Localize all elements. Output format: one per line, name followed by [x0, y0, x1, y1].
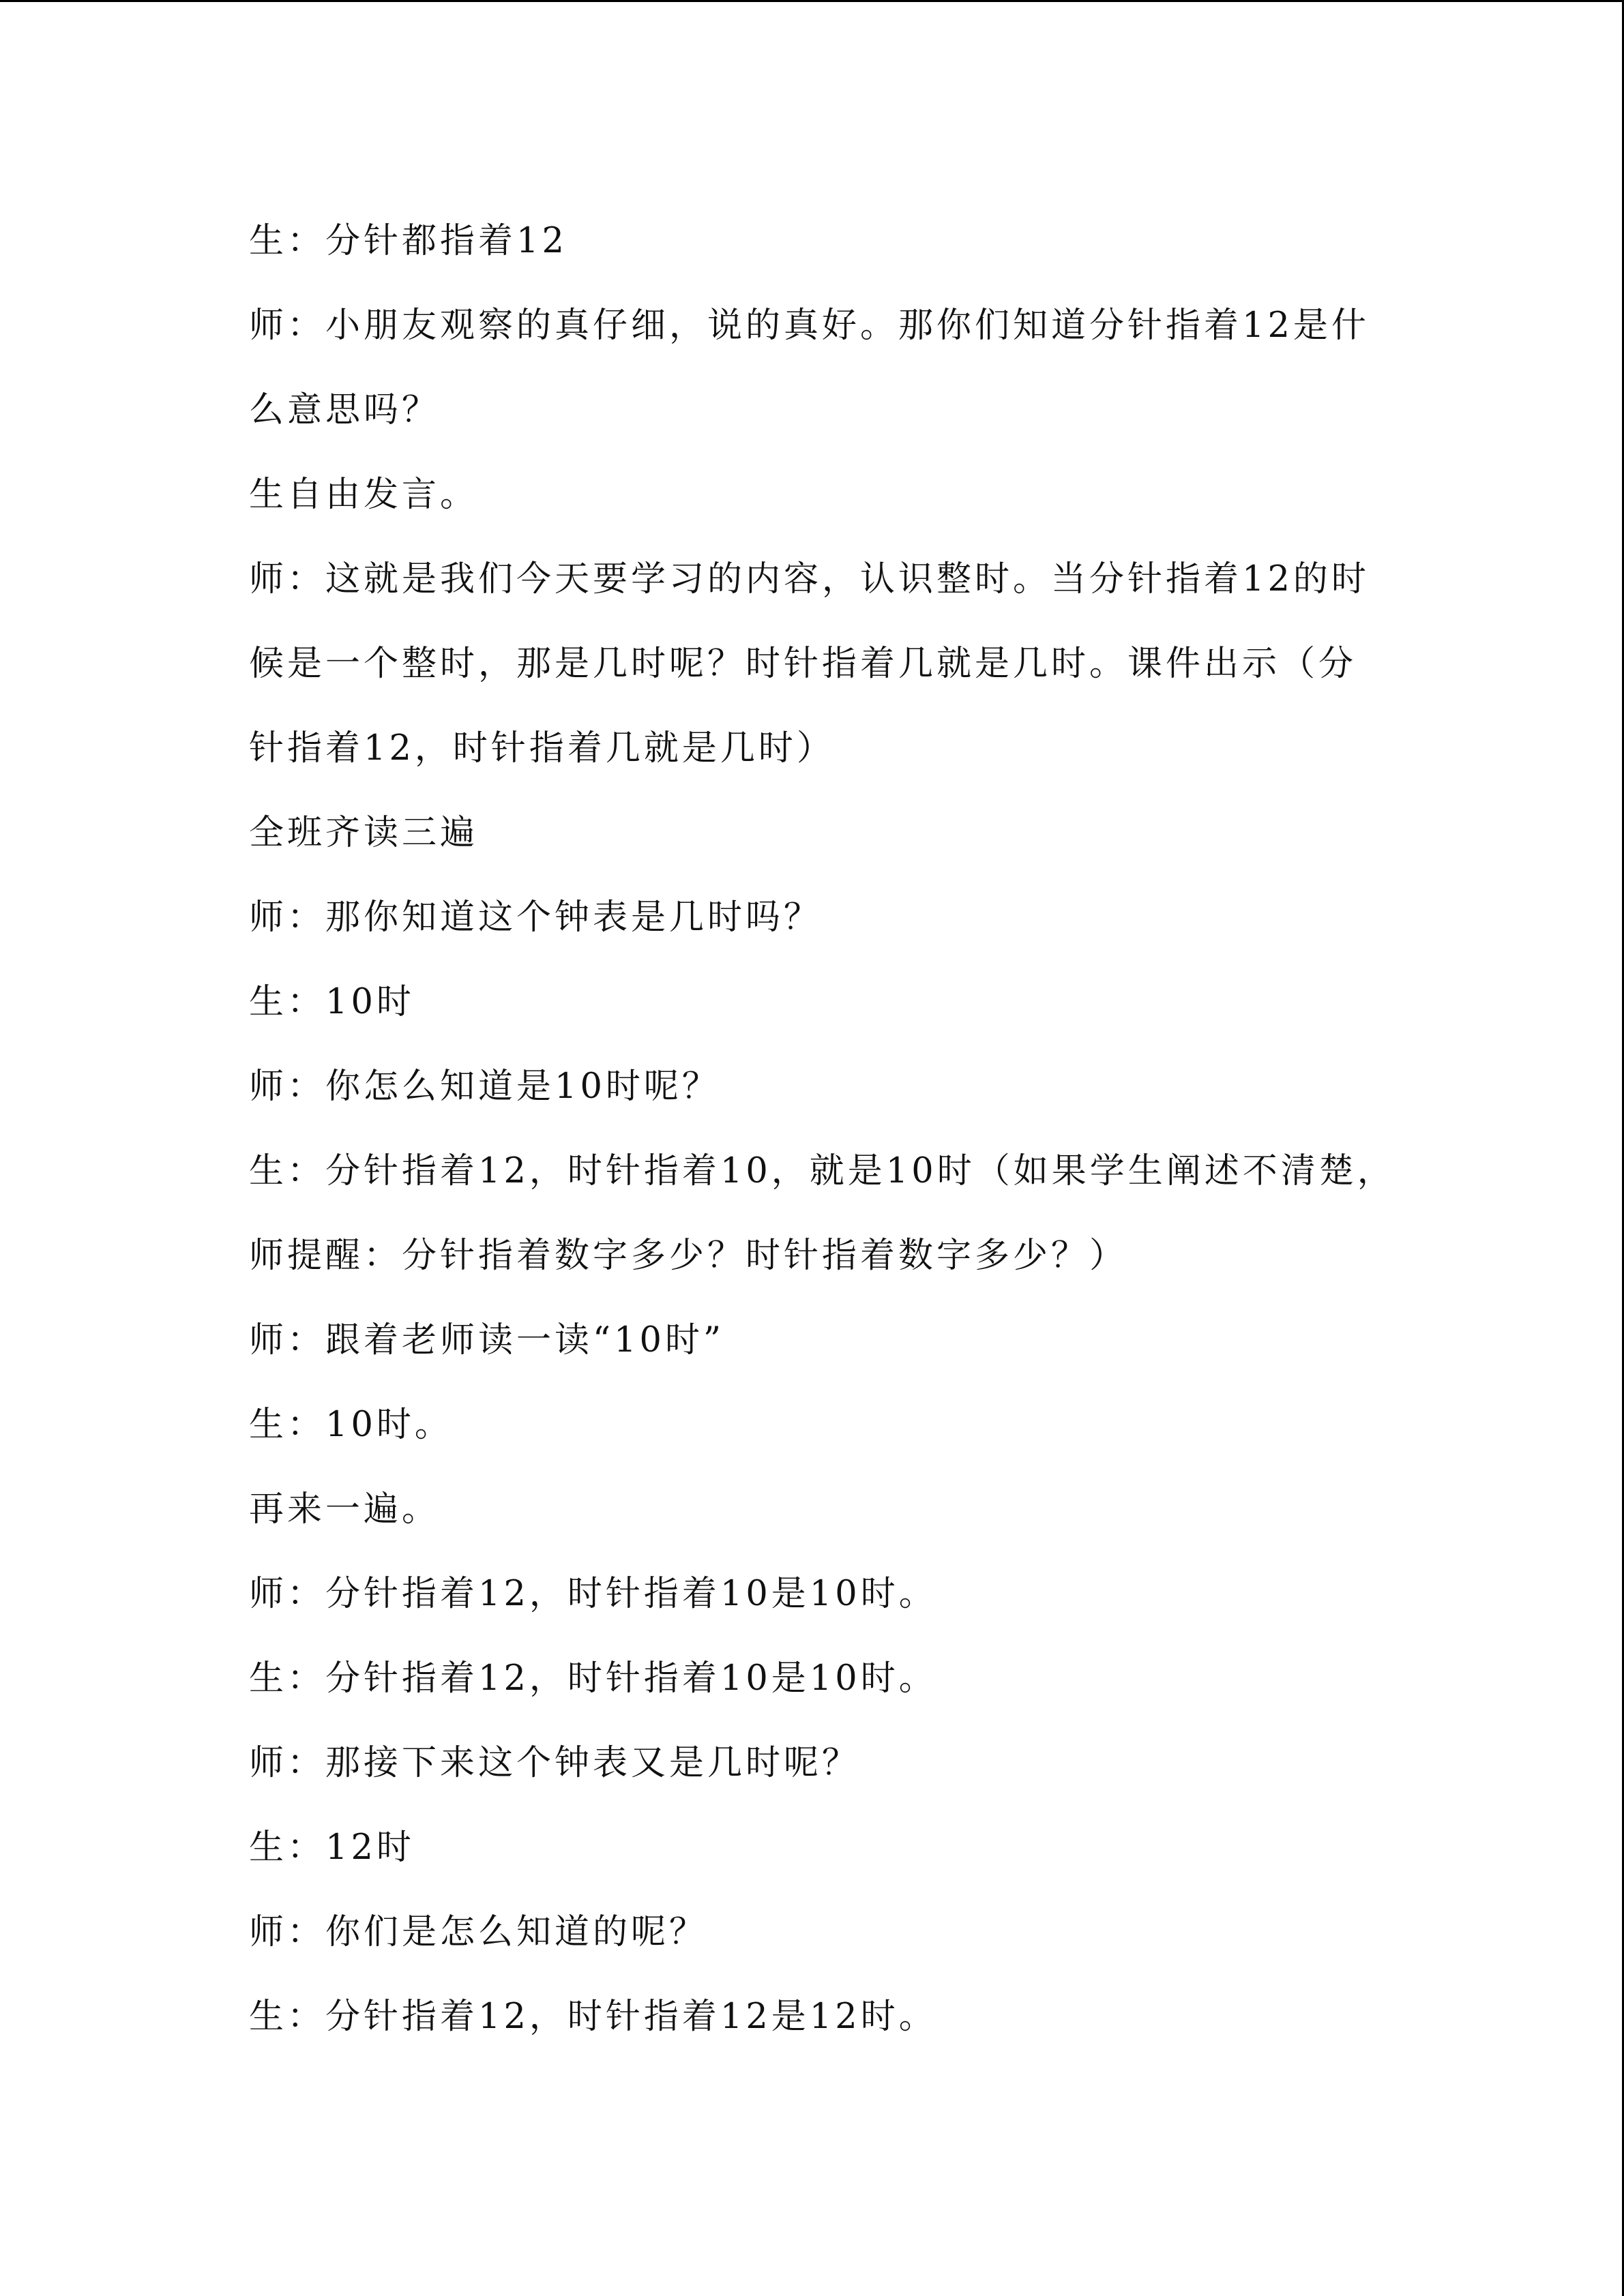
document-body [249, 199, 1396, 2059]
text-line: 师：分针指着12，时针指着10是10时。 [249, 1574, 937, 1614]
text-line: 师：你们是怎么知道的呢？ [249, 1912, 708, 1952]
text-line: 生：分针指着12，时针指着10是10时。 [249, 1658, 937, 1699]
text-line: 生自由发言。 [249, 475, 479, 515]
text-line: 再来一遍。 [249, 1489, 441, 1530]
text-line: 师：那你知道这个钟表是几时吗？ [249, 897, 823, 938]
text-line: 师：那接下来这个钟表又是几时呢？ [249, 1743, 861, 1783]
text-line: 么意思吗？ [249, 390, 441, 430]
text-line: 生：分针指着12，时针指着12是12时。 [249, 1997, 937, 2037]
text-line: 师提醒：分针指着数字多少？时针指着数字多少？） [249, 1236, 1128, 1276]
text-line: 生：10时。 [249, 1405, 453, 1445]
text-line: 生：12时 [249, 1828, 415, 1868]
text-line: 全班齐读三遍 [249, 813, 479, 853]
text-line: 候是一个整时，那是几时呢？时针指着几就是几时。课件出示（分 [249, 644, 1357, 684]
text-line: 师：这就是我们今天要学习的内容，认识整时。当分针指着12的时 [249, 559, 1370, 599]
text-line: 师：你怎么知道是10时呢？ [249, 1067, 720, 1107]
page-border-top [0, 0, 1624, 2]
text-line: 生：10时 [249, 982, 415, 1022]
text-line: 师：小朋友观察的真仔细，说的真好。那你们知道分针指着12是什 [249, 305, 1370, 346]
text-line: 生：分针指着12，时针指着10，就是10时（如果学生阐述不清楚， [249, 1151, 1396, 1191]
text-line: 针指着12，时针指着几就是几时） [249, 728, 835, 769]
text-line: 生：分针都指着12 [249, 221, 567, 261]
text-line: 师：跟着老师读一读“10时” [249, 1320, 725, 1360]
